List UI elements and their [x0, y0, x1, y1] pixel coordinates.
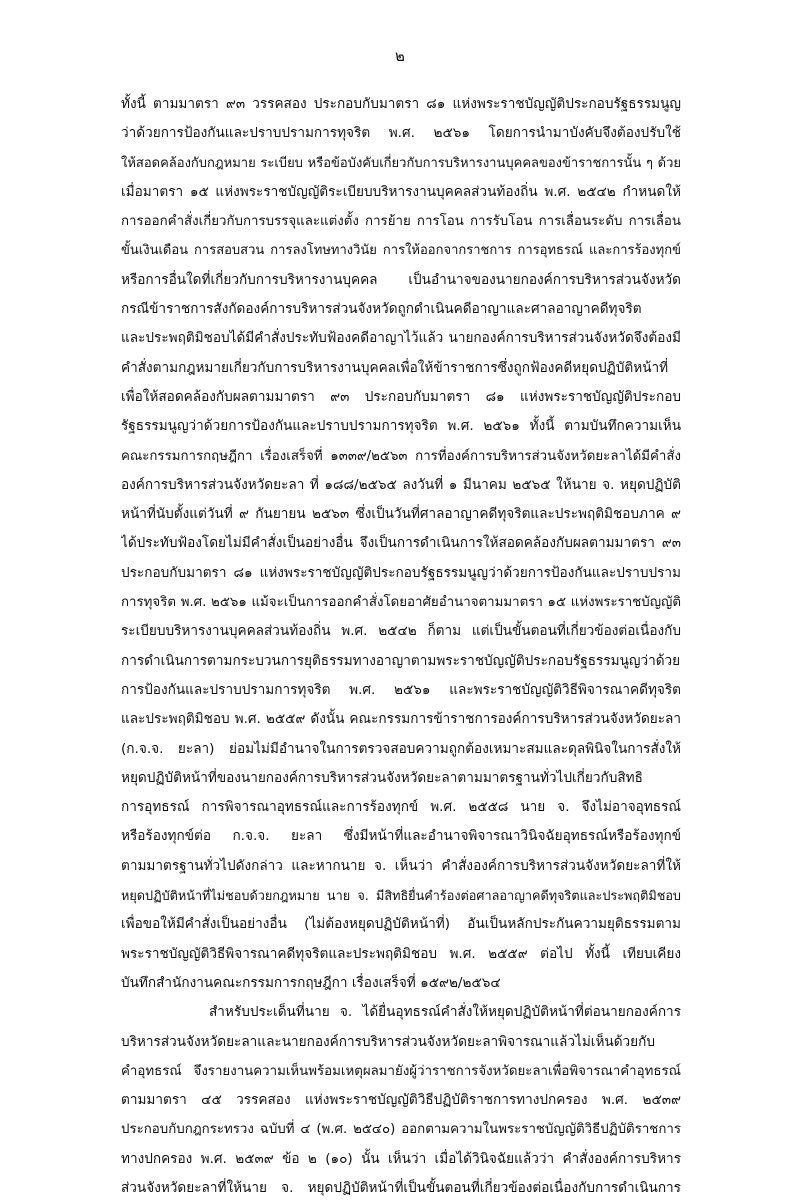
- page-number: ๒: [395, 47, 405, 65]
- text-line: หรือการอื่นใดที่เกี่ยวกับการบริหารงานบุคคล เป็นอำนาจของนายกองค์การบริหารส่วนจังหวัด: [121, 271, 681, 288]
- text-line: การอุทธรณ์ การพิจารณาอุทธรณ์และการร้องทุกข์ พ.ศ. ๒๕๕๘ นาย จ. จึงไม่อาจอุทธรณ์: [121, 799, 681, 816]
- text-line: เพื่อให้สอดคล้องกับผลตามมาตรา ๙๓ ประกอบกับมาตรา ๘๑ แห่งพระราชบัญญัติประกอบ: [121, 388, 681, 405]
- text-line: ประกอบกับกฎกระทรวง ฉบับที่ ๔ (พ.ศ. ๒๕๔๐) ออกตามความในพระราชบัญญัติวิธีปฏิบัติราชการ: [121, 1122, 681, 1138]
- text-line: ตามมาตรฐานทั่วไปดังกล่าว และหากนาย จ. เห็นว่า คำสั่งองค์การบริหารส่วนจังหวัดยะลาที่ให้: [121, 857, 681, 874]
- text-line: เพื่อขอให้มีคำสั่งเป็นอย่างอื่น (ไม่ต้องหยุดปฏิบัติหน้าที่) อันเป็นหลักประกันความยุติธรรมตาม: [121, 916, 681, 933]
- text-line: หยุดปฏิบัติหน้าที่ไม่ชอบด้วยกฎหมาย นาย จ. มีสิทธิยื่นคำร้องต่อศาลอาญาคดีทุจริตและประพฤติมิชอบ: [121, 888, 681, 904]
- text-line: กรณีข้าราชการสังกัดองค์การบริหารส่วนจังหวัดถูกดำเนินคดีอาญาและศาลอาญาคดีทุจริต: [121, 301, 642, 318]
- paragraph: [121, 998, 681, 1203]
- text-line: ระเบียบบริหารงานบุคคลส่วนท้องถิ่น พ.ศ. ๒๕๔๒ ก็ตาม แต่เป็นขั้นตอนที่เกี่ยวข้องต่อเนื่องกับ: [121, 623, 681, 640]
- text-line: และประพฤติมิชอบ พ.ศ. ๒๕๕๙ ดังนั้น คณะกรรมการข้าราชการองค์การบริหารส่วนจังหวัดยะลา: [121, 711, 681, 728]
- text-line: ว่าด้วยการป้องกันและปราบปรามการทุจริต พ.ศ. ๒๕๖๑ โดยการนำมาบังคับจึงต้องปรับใช้: [121, 125, 681, 142]
- text-line: รัฐธรรมนูญว่าด้วยการป้องกันและปราบปรามการทุจริต พ.ศ. ๒๕๖๑ ทั้งนี้ ตามบันทึกความเห็น: [121, 418, 681, 435]
- text-line: การดำเนินการตามกระบวนการยุติธรรมทางอาญาตามพระราชบัญญัติประกอบรัฐธรรมนูญว่าด้วย: [121, 652, 681, 669]
- text-line: และประพฤติมิชอบได้มีคำสั่งประทับฟ้องคดีอาญาไว้แล้ว นายกองค์การบริหารส่วนจังหวัดจึงต้องมี: [121, 330, 681, 347]
- text-line: การทุจริต พ.ศ. ๒๕๖๑ แม้จะเป็นการออกคำสั่งโดยอาศัยอำนาจตามมาตรา ๑๕ แห่งพระราชบัญญัติ: [121, 595, 681, 611]
- text-line: คำอุทธรณ์ จึงรายงานความเห็นพร้อมเหตุผลมายังผู้ว่าราชการจังหวัดยะลาเพื่อพิจารณาคำอุทธรณ์: [121, 1063, 681, 1079]
- text-line: ส่วนจังหวัดยะลาที่ให้นาย จ. หยุดปฏิบัติหน้าที่เป็นขั้นตอนที่เกี่ยวข้องต่อเนื่องกับการดำเนินการ: [121, 1179, 681, 1196]
- text-line: ทั้งนี้ ตามมาตรา ๙๓ วรรคสอง ประกอบกับมาตรา ๘๑ แห่งพระราชบัญญัติประกอบรัฐธรรมนูญ: [121, 96, 681, 112]
- document-body: [121, 90, 681, 1203]
- text-line: พระราชบัญญัติวิธีพิจารณาคดีทุจริตและประพฤติมิชอบ พ.ศ. ๒๕๕๙ ต่อไป ทั้งนี้ เทียบเคียง: [121, 945, 681, 962]
- text-line: คำสั่งตามกฎหมายเกี่ยวกับการบริหารงานบุคคลเพื่อให้ข้าราชการซึ่งถูกฟ้องคดีหยุดปฏิบัติหน้าที่: [121, 359, 669, 376]
- text-line: การออกคำสั่งเกี่ยวกับการบรรจุและแต่งตั้ง การย้าย การโอน การรับโอน การเลื่อนระดับ การเลื่อน: [121, 214, 681, 230]
- text-line: สำหรับประเด็นที่นาย จ. ได้ยื่นอุทธรณ์คำสั่งให้หยุดปฏิบัติหน้าที่ต่อนายกองค์การ: [209, 1004, 681, 1021]
- text-line: ตามมาตรา ๔๕ วรรคสอง แห่งพระราชบัญญัติวิธีปฏิบัติราชการทางปกครอง พ.ศ. ๒๕๓๙: [121, 1092, 681, 1109]
- text-line: หน้าที่นับตั้งแต่วันที่ ๙ กันยายน ๒๕๖๓ ซึ่งเป็นวันที่ศาลอาญาคดีทุจริตและประพฤติมิชอบภาค ๙: [121, 506, 681, 523]
- text-line: ให้สอดคล้องกับกฎหมาย ระเบียบ หรือข้อบังคับเกี่ยวกับการบริหารงานบุคคลของข้าราชการนั้น ๆ ด้วย: [121, 155, 681, 171]
- text-line: บริหารส่วนจังหวัดยะลาและนายกองค์การบริหารส่วนจังหวัดยะลาพิจารณาแล้วไม่เห็นด้วยกับ: [121, 1033, 655, 1050]
- text-line: หรือร้องทุกข์ต่อ ก.จ.จ. ยะลา ซึ่งมีหน้าที่และอำนาจพิจารณาวินิจฉัยอุทธรณ์หรือร้องทุกข์: [121, 828, 681, 845]
- text-line: ได้ประทับฟ้องโดยไม่มีคำสั่งเป็นอย่างอื่น จึงเป็นการดำเนินการให้สอดคล้องกับผลตามมาตรา ๙๓: [121, 535, 681, 552]
- text-line: ประกอบกับมาตรา ๘๑ แห่งพระราชบัญญัติประกอบรัฐธรรมนูญว่าด้วยการป้องกันและปราบปราม: [121, 564, 681, 581]
- text-line: หยุดปฏิบัติหน้าที่ของนายกองค์การบริหารส่วนจังหวัดยะลาตามมาตรฐานทั่วไปเกี่ยวกับสิทธิ: [121, 769, 643, 786]
- text-line: การป้องกันและปราบปรามการทุจริต พ.ศ. ๒๕๖๑ และพระราชบัญญัติวิธีพิจารณาคดีทุจริต: [121, 681, 681, 698]
- text-line: คณะกรรมการกฤษฎีกา เรื่องเสร็จที่ ๑๓๓๙/๒๕๖๓ การที่องค์การบริหารส่วนจังหวัดยะลาได้มีคำสั่ง: [121, 448, 681, 464]
- text-line: เมื่อมาตรา ๑๕ แห่งพระราชบัญญัติระเบียบบริหารงานบุคคลส่วนท้องถิ่น พ.ศ. ๒๕๔๒ กำหนดให้: [121, 183, 681, 200]
- paragraph: [121, 90, 681, 998]
- text-line: องค์การบริหารส่วนจังหวัดยะลา ที่ ๑๘๘/๒๕๖๕ ลงวันที่ ๑ มีนาคม ๒๕๖๕ ให้นาย จ. หยุดปฏิบัติ: [121, 476, 681, 493]
- text-line: (ก.จ.จ. ยะลา) ย่อมไม่มีอำนาจในการตรวจสอบความถูกต้องเหมาะสมและดุลพินิจในการสั่งให้: [121, 740, 681, 757]
- text-line: บันทึกสำนักงานคณะกรรมการกฤษฎีกา เรื่องเสร็จที่ ๑๕๙๒/๒๕๖๔: [121, 974, 501, 991]
- text-line: ขั้นเงินเดือน การสอบสวน การลงโทษทางวินัย การให้ออกจากราชการ การอุทธรณ์ และการร้องทุกข์: [121, 243, 681, 259]
- text-line: ทางปกครอง พ.ศ. ๒๕๓๙ ข้อ ๒ (๑๐) นั้น เห็นว่า เมื่อได้วินิจฉัยแล้วว่า คำสั่งองค์การบริหาร: [121, 1150, 681, 1167]
